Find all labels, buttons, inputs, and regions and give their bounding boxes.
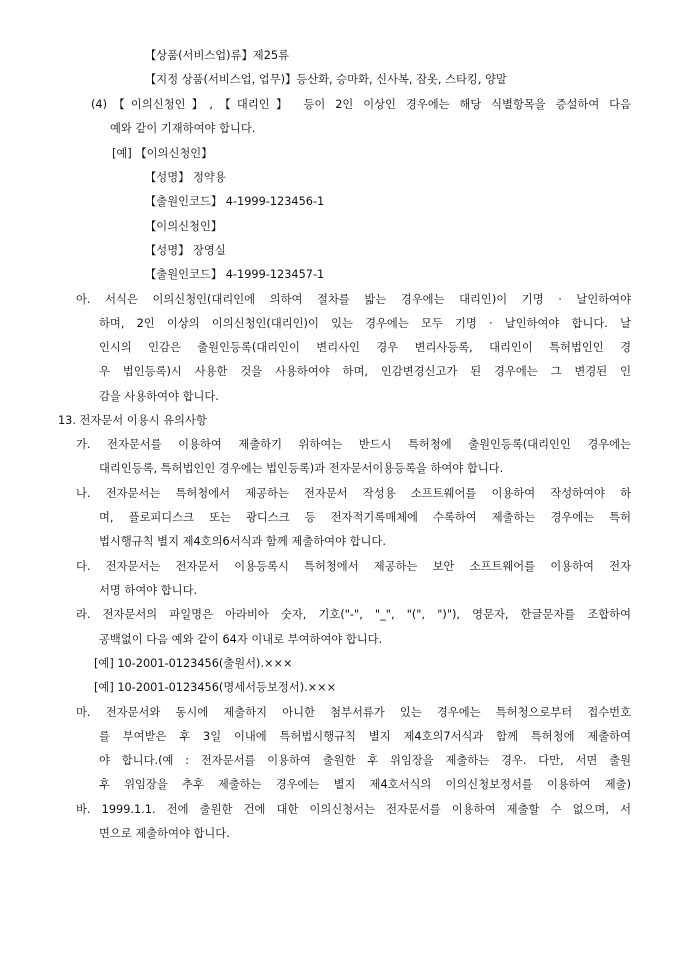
text-line: 【출원인코드】 4-1999-123457-1 [145, 268, 325, 281]
text-line: (4)【이의신청인】,【대리인】 등이 2인 이상인 경우에는 해당 식별항목을 증설하여 다음 [91, 98, 631, 111]
text-line: 【성명】 장영실 [145, 244, 226, 257]
text-line: 라. 전자문서의 파일명은 아라비아 숫자, 기호("-", "_", "(", ")"), 영문자, 한글문자를 조합하여 [76, 608, 631, 621]
text-line: 바. 1999.1.1. 전에 출원한 건에 대한 이의신청서는 전자문서를 이용하여 제출할 수 없으며, 서 [76, 803, 631, 816]
text-line: 법시행규칙 별지 제4호의6서식과 함께 제출하여야 합니다. [99, 535, 386, 548]
text-line: 마. 전자문서와 동시에 제출하지 아니한 첨부서류가 있는 경우에는 특허청으로부터 접수번호 [76, 706, 631, 719]
text-line: 【지정 상품(서비스업, 업무)】등산화, 승마화, 신사복, 잠옷, 스타킹, 양말 [145, 73, 507, 86]
text-line: [예] 10-2001-0123456(명세서등보정서).××× [94, 681, 337, 694]
text-line: 하며, 2인 이상의 이의신청인(대리인)이 있는 경우에는 모두 기명 · 날인하여야 합니다. 날 [99, 317, 631, 330]
text-line: 아. 서식은 이의신청인(대리인에 의하여 절차를 밟는 경우에는 대리인)이 기명 · 날인하여야 [76, 293, 631, 306]
text-line: 다. 전자문서는 전자문서 이용등록시 특허청에서 제공하는 보안 소프트웨어를 이용하여 전자 [76, 560, 631, 573]
text-line: 야 합니다.(예 : 전자문서를 이용하여 출원한 후 위임장을 제출하는 경우. 다만, 서면 출원 [99, 754, 631, 767]
text-line: 가. 전자문서를 이용하여 제출하기 위하여는 반드시 특허청에 출원인등록(대리인인 경우에는 [76, 438, 631, 451]
text-line: 예와 같이 기재하여야 합니다. [110, 122, 256, 135]
text-line: 서명 하여야 합니다. [99, 584, 198, 597]
text-line: 나. 전자문서는 특허청에서 제공하는 전자문서 작성용 소프트웨어를 이용하여 작성하여야 하 [76, 487, 631, 500]
text-line: [예] 10-2001-0123456(출원서).××× [94, 657, 293, 670]
text-line: 를 부여받은 후 3일 이내에 특허법시행규칙 별지 제4호의7서식과 함께 특허청에 제출하여 [99, 730, 631, 743]
text-line: 【이의신청인】 [145, 220, 223, 233]
text-line: 우 법인등록)시 사용한 것을 사용하여야 하며, 인감변경신고가 된 경우에는 그 변경된 인 [99, 365, 631, 378]
text-line: 공백없이 다음 예와 같이 64자 이내로 부여하여야 합니다. [99, 633, 383, 646]
text-line: 【상품(서비스업)류】제25류 [145, 49, 289, 62]
text-line: 감을 사용하여야 합니다. [99, 390, 219, 403]
text-line: 면으로 제출하여야 합니다. [99, 827, 230, 840]
text-line: [예] 【이의신청인】 [112, 147, 213, 160]
text-line: 인시의 인감은 출원인등록(대리인이 변리사인 경우 변리사등록, 대리인이 특허법인인 경 [99, 341, 631, 354]
section-heading: 13. 전자문서 이용시 유의사항 [58, 414, 207, 427]
text-line: 대리인등록, 특허법인인 경우에는 법인등록)과 전자문서이용등록을 하여야 합니다. [99, 462, 504, 475]
text-line: 【출원인코드】 4-1999-123456-1 [145, 195, 325, 208]
text-line: 후 위임장을 추후 제출하는 경우에는 별지 제4호서식의 이의신청보정서를 이용하여 제출) [99, 778, 631, 791]
text-line: 며, 플로피디스크 또는 광디스크 등 전자적기록매체에 수록하여 제출하는 경우에는 특허 [99, 511, 631, 524]
text-line: 【성명】 정약용 [145, 171, 226, 184]
